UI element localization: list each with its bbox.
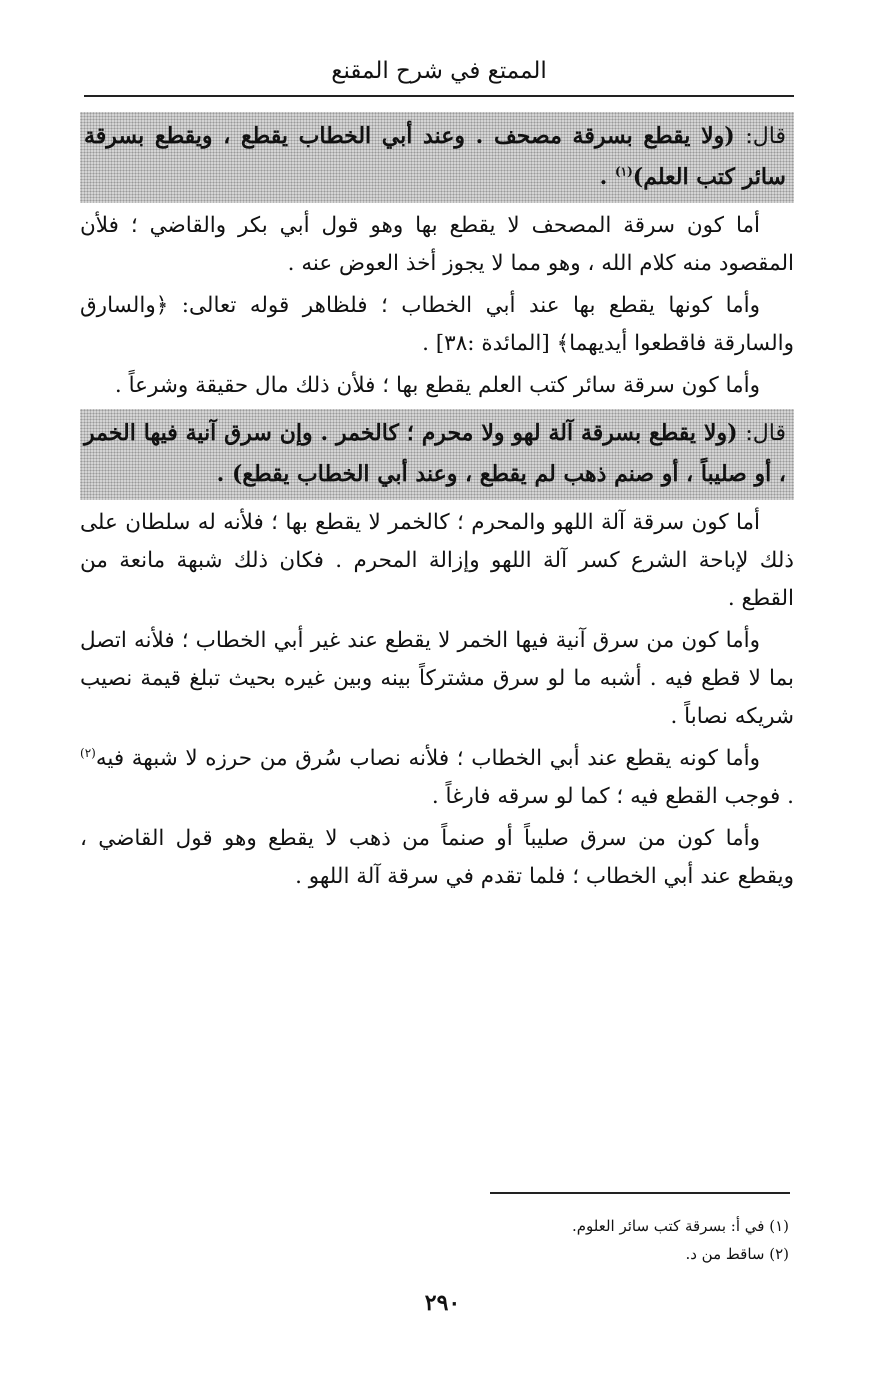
matn-text: (ولا يقطع بسرقة مصحف . وعند أبي الخطاب يقطع ، ويقطع بسرقة سائر كتب العلم) [84,123,786,190]
commentary-paragraph [80,740,794,816]
matn-tail: . [599,164,615,190]
page-number: ٢٩٠ [424,1290,461,1316]
commentary-paragraph: وأما كون من سرق صليباً أو صنماً من ذهب لا يقطع وهو قول القاضي ، ويقطع عند أبي الخطاب ؛ فلما تقدم في سرقة آلة اللهو . [80,826,794,889]
paragraph-text: وأما كونه يقطع عند أبي الخطاب ؛ فلأنه نصاب سُرق من حرزه لا شبهة فيه [95,746,760,771]
matn-text: (ولا يقطع بسرقة آلة لهو ولا محرم ؛ كالخمر . وإن سرق آنية فيها الخمر ، أو صليباً ، أو صنم ذهب لم يقطع ، وعند أبي الخطاب يقطع) [84,420,786,487]
matn-block-1 [80,112,794,203]
footnote-ref-1: (١) [614,164,633,179]
page-body [80,112,794,900]
footnote-2: (٢) ساقط من د. [685,1245,789,1263]
footnote-ref-2: (٢) [80,745,96,760]
header-rule [84,95,794,97]
footnote-1: (١) في أ: بسرقة كتب سائر العلوم. [571,1217,789,1235]
paragraph-text: . فوجب القطع فيه ؛ كما لو سرقه فارغاً . [431,784,794,809]
running-header [84,48,794,94]
footnotes [189,1212,789,1268]
footnote-rule [490,1192,790,1194]
commentary-paragraph: وأما كون من سرق آنية فيها الخمر لا يقطع عند غير أبي الخطاب ؛ فلأنه اتصل بما لا قطع فيه . أشبه ما لو سرق مشتركاً بينه وبين غيره بحيث تبلغ قيمة نصيب شريكه نصاباً . [80,628,794,729]
qal-label: قال: [745,421,786,446]
matn-tail: . [216,461,232,487]
book-title: الممتع في شرح المقنع [331,58,547,84]
commentary-paragraph: وأما كونها يقطع بها عند أبي الخطاب ؛ فلظاهر قوله تعالى: ﴿والسارق والسارقة فاقطعوا أيديهما﴾ [المائدة :٣٨] . [80,293,794,356]
commentary-paragraph: أما كون سرقة آلة اللهو والمحرم ؛ كالخمر لا يقطع بها ؛ فلأنه له سلطان على ذلك لإباحة الشرع كسر آلة اللهو وإزالة المحرم . فكان ذلك شبهة مانعة من القطع . [80,510,794,611]
matn-block-2 [80,409,794,500]
commentary-paragraph: وأما كون سرقة سائر كتب العلم يقطع بها ؛ فلأن ذلك مال حقيقة وشرعاً . [114,373,760,398]
qal-label: قال: [745,124,786,149]
commentary-paragraph: أما كون سرقة المصحف لا يقطع بها وهو قول أبي بكر والقاضي ؛ فلأن المقصود منه كلام الله ، وهو مما لا يجوز أخذ العوض عنه . [80,213,794,276]
